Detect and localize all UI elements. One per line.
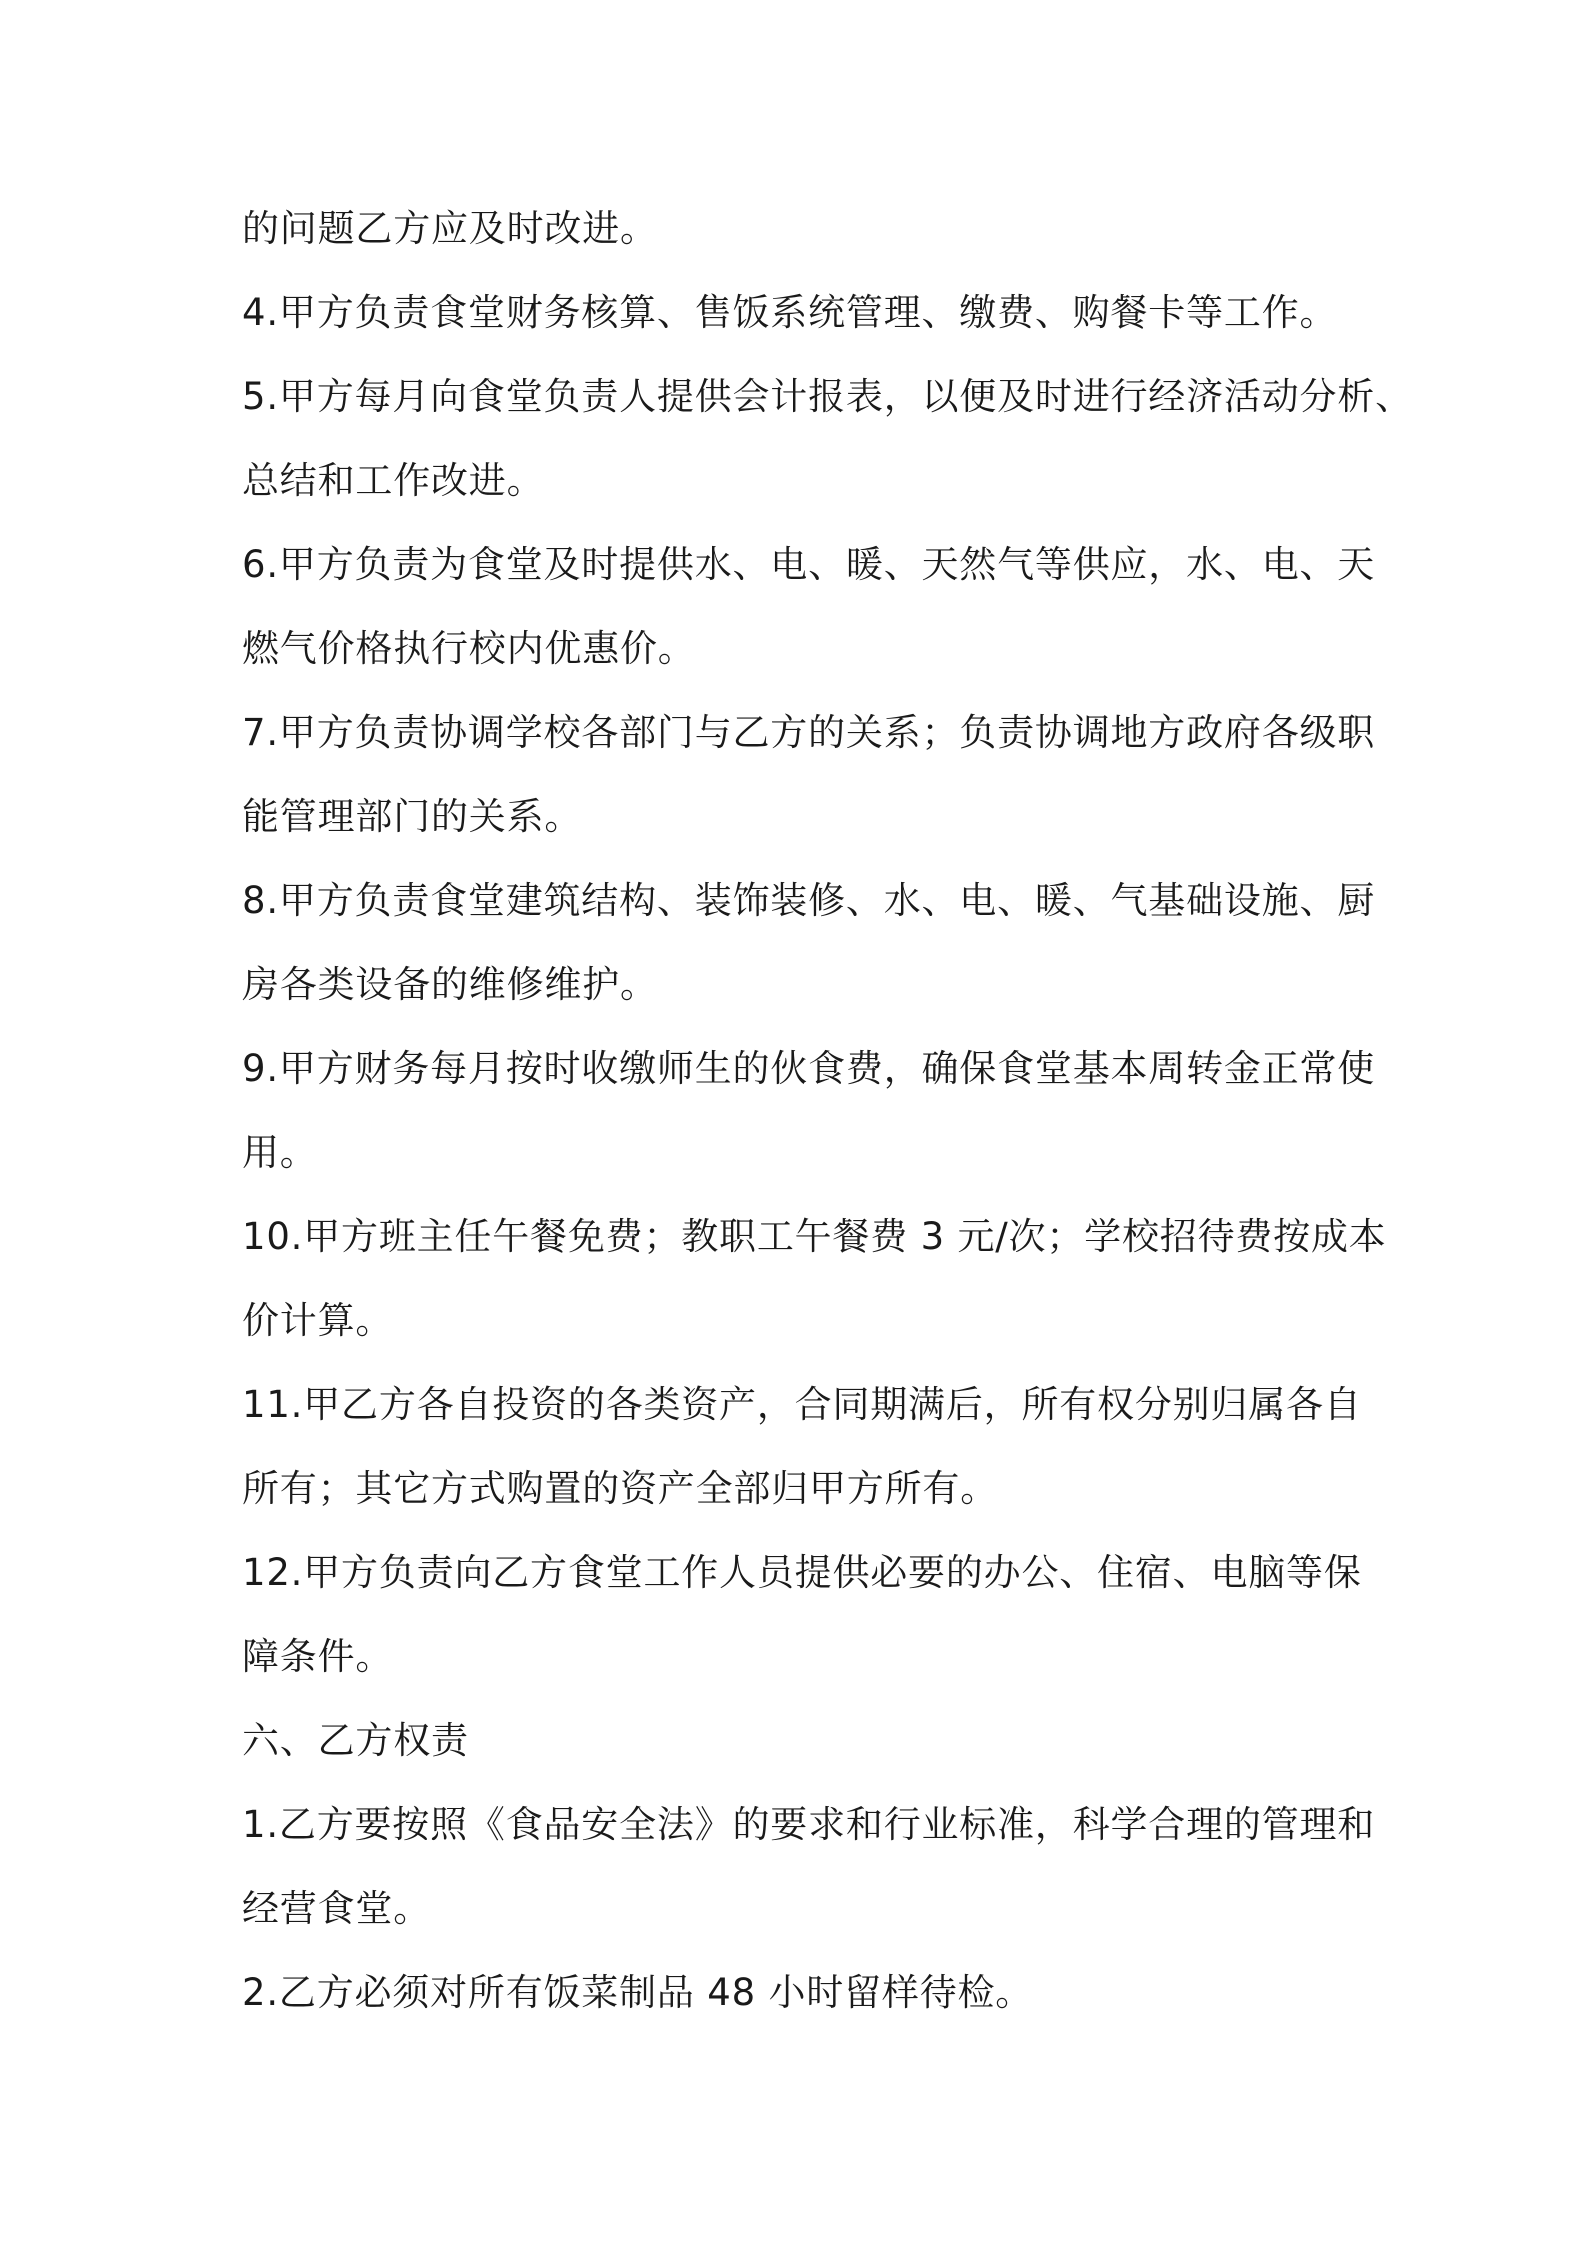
text-line: 1.乙方要按照《食品安全法》的要求和行业标准，科学合理的管理和 (242, 1803, 1376, 1846)
text-line: 能管理部门的关系。 (242, 795, 583, 838)
text-line: 5.甲方每月向食堂负责人提供会计报表，以便及时进行经济活动分析、 (242, 375, 1413, 418)
text-line: 障条件。 (242, 1635, 394, 1678)
text-line: 4.甲方负责食堂财务核算、售饭系统管理、缴费、购餐卡等工作。 (242, 291, 1338, 334)
text-line: 价计算。 (242, 1299, 394, 1342)
text-line: 6.甲方负责为食堂及时提供水、电、暖、天然气等供应，水、电、天 (242, 543, 1376, 586)
text-line: 2.乙方必须对所有饭菜制品 48 小时留样待检。 (242, 1971, 1034, 2014)
text-line: 8.甲方负责食堂建筑结构、装饰装修、水、电、暖、气基础设施、厨 (242, 879, 1376, 922)
text-line: 所有；其它方式购置的资产全部归甲方所有。 (242, 1467, 998, 1510)
text-line: 10.甲方班主任午餐免费；教职工午餐费 3 元/次；学校招待费按成本 (242, 1215, 1387, 1258)
text-line: 的问题乙方应及时改进。 (242, 207, 658, 250)
section-heading: 六、乙方权责 (242, 1719, 469, 1762)
text-line: 燃气价格执行校内优惠价。 (242, 627, 696, 670)
text-line: 12.甲方负责向乙方食堂工作人员提供必要的办公、住宿、电脑等保 (242, 1551, 1362, 1594)
text-line: 房各类设备的维修维护。 (242, 963, 658, 1006)
text-line: 用。 (242, 1131, 318, 1174)
text-line: 总结和工作改进。 (242, 459, 545, 502)
document-body (242, 196, 1413, 2044)
text-line: 经营食堂。 (242, 1887, 431, 1930)
text-line: 11.甲乙方各自投资的各类资产，合同期满后，所有权分别归属各自 (242, 1383, 1362, 1426)
text-line: 7.甲方负责协调学校各部门与乙方的关系；负责协调地方政府各级职 (242, 711, 1376, 754)
text-line: 9.甲方财务每月按时收缴师生的伙食费，确保食堂基本周转金正常使 (242, 1047, 1376, 1090)
